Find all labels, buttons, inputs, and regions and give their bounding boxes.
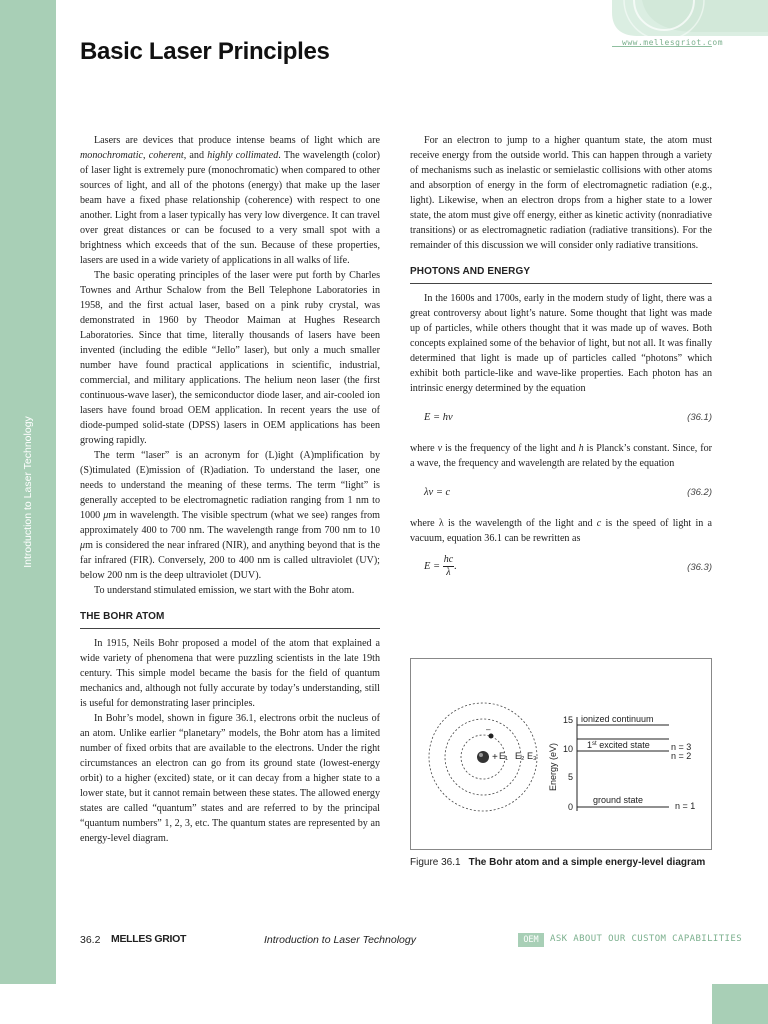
n2-label: n = 2 [671,751,692,761]
page-title: Basic Laser Principles [80,38,330,65]
tick-0: 0 [567,802,573,812]
corner-block [712,984,768,1024]
tick-15: 15 [562,715,573,725]
quantum-jump-paragraph: For an electron to jump to a higher quantum state, the atom must receive energy from the outside world. This can happen through a variety of mechanisms such as inelastic or semielastic collisions with other atoms and absorption of energy in the form of electromagnetic radiation (e.g., light). Likewise, when an electron drops from a higher state to a lower state, the atom must give off energy, either as kinetic activity (nonradiative transitions) or as electromagnetic radiation (radiative transitions). For the remainder of this discussion we will consider only radiative transitions. [410,135,712,251]
equation-36-1 [410,408,712,428]
intro-paragraph: Lasers are devices that produce intense beams of light which are monochromatic, coherent, and highly collimated. The wavelength (color) of laser light is extremely pure (monochromatic) when compared to other sources of light, and all of the photons (energy) that make up the laser beam have a fixed phase relationship (coherence) with respect to one another. Light from a laser typically has very low divergence. It can travel over great distances or can be focused to a very small spot with a brightness which exceeds that of the sun. Because of these properties, lasers are used in a wide variety of applications in all walks of life. [80,135,380,266]
wavelength-paragraph: where λ is the wavelength of the light and c is the speed of light in a vacuum, equation 36.1 can be rewritten as [410,518,712,544]
history-paragraph: The basic operating principles of the laser were put forth by Charles Townes and Arthur Schalow from the Bell Telephone Laboratories in 1958, and the first actual laser, based on a pink ruby crystal, was demonstrated in 1960 by Theodor Maiman at Hughes Research Laboratories. Since that time, literally thousands of lasers have been invented (including the edible “Jello” laser), but only a much smaller number have found practical applications in scientific, industrial, commercial, and military applications. The helium neon laser (the first continuous-wave laser), the semiconductor diode laser, and air-cooled ion lasers have found broad OEM application. In recent years the use of diode-pumped solid-state (DPSS) lasers in OEM applications has been growing rapidly. [80,270,380,446]
n1-label: n = 1 [675,801,696,811]
ground-state-label: ground state [593,795,644,805]
oem-badge: OEM [518,933,544,947]
electron-label: – [486,725,491,734]
header-decoration [612,0,768,36]
fraction: $\frac{hc}{\lambda}$ [443,554,454,578]
nucleus [477,751,489,763]
photons-paragraph: In the 1600s and 1700s, early in the modern study of light, there was a great controversy about light’s nature. Some thought that light was made up of particles, while others thought that it was made up of waves. Both concepts explained some of the behavior of light, but not all. It was finally determined that light is made up of particles called “photons” which exhibit both particle-like and wave-like properties. Each photon has an intrinsic energy determined by the equation [410,293,712,394]
stimulated-emission-paragraph: To understand stimulated emission, we start with the Bohr atom. [94,585,355,596]
figure-caption [410,856,715,869]
equation-expression: E = $\frac{hc}{\lambda}$ . [424,554,457,578]
sidebar-label: Introduction to Laser Technology [22,416,34,568]
energy-axis-label: Energy (eV) [548,742,558,792]
page-number: 36.2 [80,934,101,946]
nucleus-label: + [492,752,498,763]
right-column [410,133,712,593]
acronym-paragraph: The term “laser” is an acronym for (L)ight (A)mplification by (S)timulated (E)mission of (R)adiation. To understand the laser, one needs to understand the meaning of these terms. The term “light” is generally accepted to be electromagnetic radiation ranging from 1 nm to 1000 μm in wavelength. The visible spectrum (what we see) ranges from approximately 400 to 700 nm. The wavelength range from 700 nm to 10 μm is considered the near infrared (NIR), and anything beyond that is the far infrared (FIR). Conversely, 200 to 400 nm is called ultraviolet (UV); below 200 nm is the deep ultraviolet (DUV). [80,450,380,581]
left-column [80,133,380,846]
tick-10: 10 [562,744,573,754]
equation-number: (36.3) [687,562,712,573]
melles-griot-logo: MELLES GRIOT [111,933,187,945]
bohr-diagram [411,659,711,849]
website-url[interactable]: www.mellesgriot.com [622,38,724,47]
equation-expression: E = hν [424,412,453,423]
equation-number: (36.1) [687,412,712,423]
equation-36-2 [410,483,712,503]
orbit-label-e1: E₁ [499,751,509,761]
tick-5: 5 [567,772,573,782]
frequency-paragraph: where ν is the frequency of the light and h is Planck’s constant. Since, for a wave, the frequency and wavelength are related by the equation [410,443,713,469]
figure-title: The Bohr atom and a simple energy-level diagram [468,857,706,868]
excited-state-label: 1st excited state [587,740,650,750]
n3-label: n = 3 [671,742,692,752]
figure-number: Figure 36.1 [410,857,461,868]
sidebar-band [0,0,56,984]
custom-capabilities-tagline: ASK ABOUT OUR CUSTOM CAPABILITIES [550,934,743,944]
footer-title: Introduction to Laser Technology [264,934,416,946]
orbit-label-e2: E₂ [515,751,525,761]
bohr-paragraph-2: In Bohr’s model, shown in figure 36.1, electrons orbit the nucleus of an atom. Unlike earlier “planetary” models, the Bohr atom has a limited number of fixed orbits that are available to the electrons. Under the right circumstances an electron can go from its ground state (lowest-energy orbit) to a higher (excited) state, or it can decay from a higher state to a lower state, but it cannot remain between these states. The allowed energy states are called “quantum” states and are referred to by the principal “quantum numbers” 1, 2, 3, etc. The quantum states are represented by an energy-level diagram. [80,713,380,844]
figure-36-1 [410,658,712,850]
equation-expression: λν = c [424,487,451,498]
nucleus-highlight [479,753,483,757]
bohr-atom-heading: THE BOHR ATOM [80,609,380,629]
ionized-continuum-label: ionized continuum [581,714,654,724]
equation-number: (36.2) [687,487,712,498]
electron [489,734,494,739]
photons-energy-heading: PHOTONS AND ENERGY [410,264,712,284]
orbit-label-e3: E₃ [527,751,537,761]
bohr-paragraph-1: In 1915, Neils Bohr proposed a model of the atom that explained a wide variety of phenomena that were puzzling scientists in the late 19th century. This simple model became the basis for the field of quantum mechanics and, although not fully accurate by today’s understanding, still is useful for demonstrating laser principles. [80,638,380,709]
equation-36-3 [410,554,712,580]
